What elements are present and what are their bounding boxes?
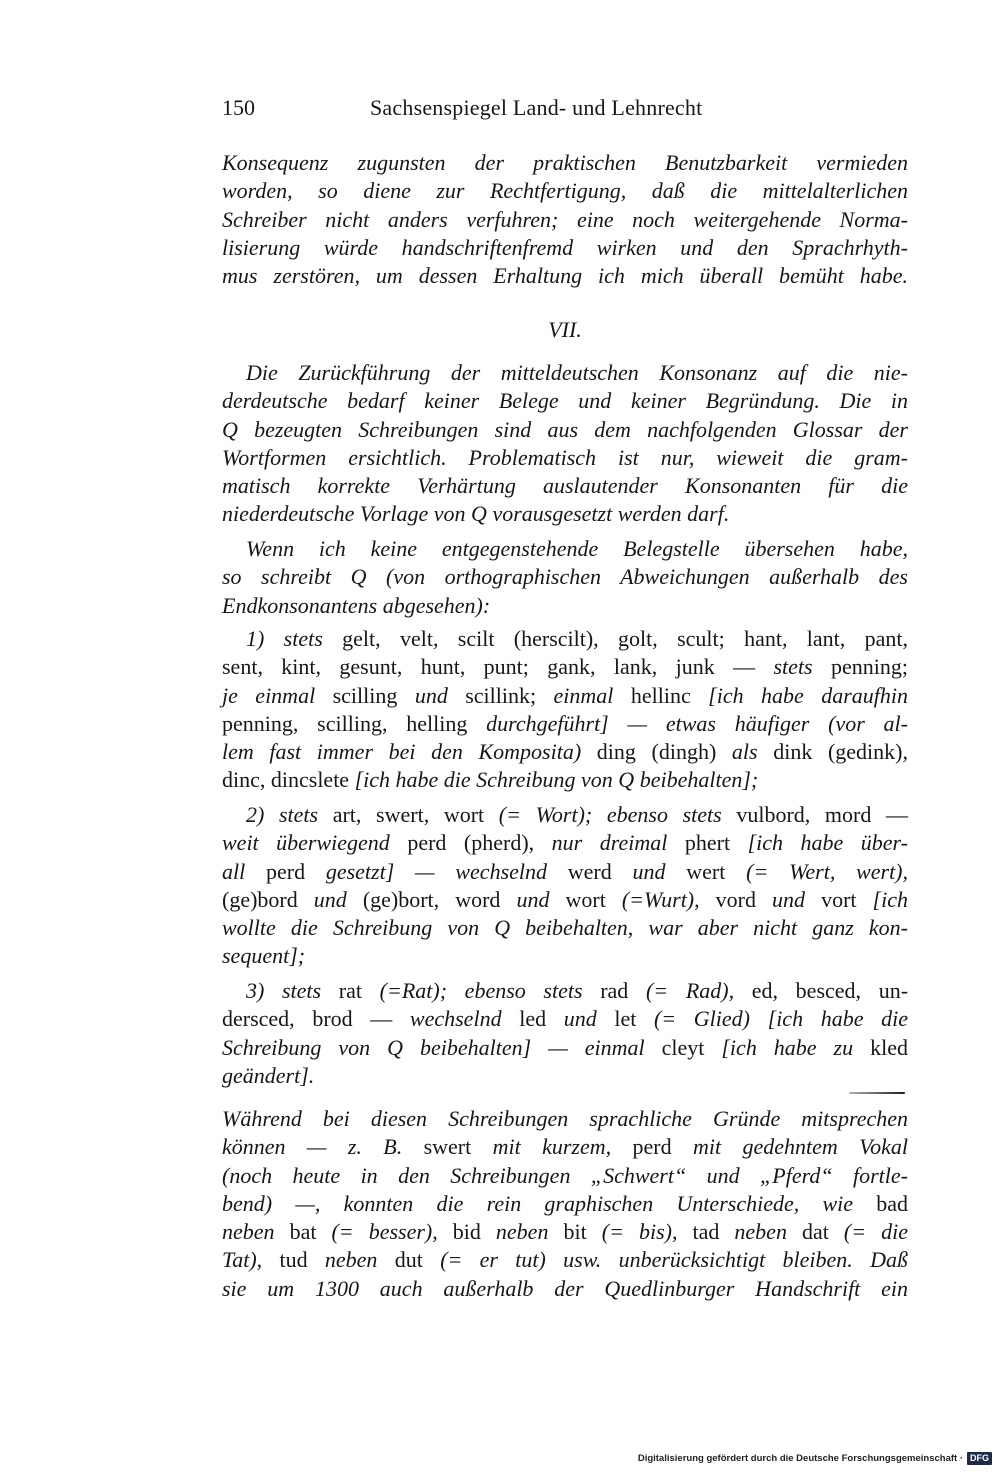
roman-text: bit xyxy=(563,1219,602,1245)
italic-text: und xyxy=(414,682,466,708)
italic-text: (= Rad), xyxy=(645,978,752,1003)
text-line xyxy=(222,886,908,914)
italic-text: (= er tut) usw. unberücksichtigt bleiben. Daß xyxy=(440,1247,908,1273)
dfg-logo: DFG xyxy=(967,1452,992,1465)
roman-text: rat xyxy=(338,978,380,1003)
italic-text: einmal xyxy=(553,682,631,708)
roman-text: kled xyxy=(870,1034,909,1060)
italic-text: 1) stets xyxy=(246,626,343,651)
italic-text: (noch heute in den Schreibungen „Schwert“ und „Pferd“ fortle- xyxy=(222,1162,908,1188)
roman-text: wort xyxy=(565,886,622,912)
italic-text: all xyxy=(222,858,266,884)
text-line xyxy=(222,858,908,886)
roman-text: scillink; xyxy=(465,682,554,708)
italic-text: und xyxy=(772,886,822,912)
roman-text: perd (pherd), xyxy=(407,830,552,856)
italic-text: je einmal xyxy=(222,682,333,708)
paragraph-intro xyxy=(222,359,908,529)
roman-text: vulbord, mord — xyxy=(736,802,908,827)
roman-text: (ge)bort, word xyxy=(362,886,517,912)
roman-text: swert xyxy=(423,1134,493,1160)
italic-text: Endkonsonantens abgesehen): xyxy=(222,592,491,618)
italic-text: matisch korrekte Verhärtung auslautender Konsonanten für die xyxy=(222,473,908,499)
italic-text: als xyxy=(731,739,774,765)
italic-text: (= die xyxy=(843,1219,908,1245)
text-line xyxy=(222,535,908,563)
roman-text: dersced, brod — xyxy=(222,1006,410,1032)
text-line xyxy=(222,977,908,1005)
text-line xyxy=(222,801,908,829)
text-line xyxy=(222,710,908,738)
italic-text: [ich habe zu xyxy=(721,1034,871,1060)
paragraph-continued xyxy=(222,149,908,290)
text-line xyxy=(222,625,908,653)
text-line xyxy=(222,177,908,205)
roman-text: led xyxy=(519,1006,564,1032)
roman-text: penning, scilling, helling xyxy=(222,710,487,736)
section-heading: VII. xyxy=(548,317,582,342)
italic-text: neben xyxy=(734,1219,802,1245)
text-line xyxy=(222,653,908,681)
italic-text: worden, so diene zur Rechtfertigung, daß die mittelalterlichen xyxy=(222,178,908,204)
roman-text: penning; xyxy=(830,654,908,680)
roman-text: perd xyxy=(265,858,326,884)
text-line xyxy=(222,262,908,290)
roman-text: dut xyxy=(394,1247,441,1273)
italic-text: (= Wort); ebenso stets xyxy=(498,802,737,827)
text-line xyxy=(222,914,908,942)
italic-text: (= bis), xyxy=(601,1219,693,1245)
text-line xyxy=(222,1034,908,1062)
list-item-2 xyxy=(222,801,908,971)
italic-text: und xyxy=(516,886,566,912)
italic-text: Konsequenz zugunsten der praktischen Benutzbarkeit vermieden xyxy=(222,150,908,175)
roman-text: perd xyxy=(632,1134,693,1160)
italic-text: durchgeführt] — etwas häufiger (vor al- xyxy=(486,710,908,736)
text-line xyxy=(222,234,908,262)
italic-text: lisierung würde handschriftenfremd wirken und den Sprachrhyth- xyxy=(222,234,908,260)
text-line xyxy=(222,829,908,857)
italic-text: [ich habe daraufhin xyxy=(708,682,908,708)
italic-text: Tat), xyxy=(222,1247,280,1273)
paragraph-following xyxy=(222,1105,908,1303)
italic-text: sequent]; xyxy=(222,943,306,969)
roman-text: let xyxy=(614,1006,654,1032)
text-line xyxy=(222,1162,908,1190)
text-line xyxy=(222,149,908,177)
roman-text: scilling xyxy=(332,682,415,708)
section-rule xyxy=(849,1092,905,1094)
paragraph-list-lead xyxy=(222,535,908,620)
list-item-1 xyxy=(222,625,908,795)
italic-text: Wortformen ersichtlich. Problematisch ist nur, wieweit die gram- xyxy=(222,444,908,470)
roman-text: hellinc xyxy=(630,682,709,708)
page-number: 150 xyxy=(222,95,255,120)
text-line xyxy=(222,682,908,710)
italic-text: so schreibt Q (von orthographischen Abweichungen außerhalb des xyxy=(222,564,908,590)
text-line xyxy=(222,206,908,234)
roman-text: bad xyxy=(876,1190,908,1216)
text-line xyxy=(222,444,908,472)
italic-text: nur dreimal xyxy=(551,830,685,856)
italic-text: stets xyxy=(773,654,831,680)
roman-text: bid xyxy=(452,1219,496,1245)
italic-text: können — z. B. xyxy=(222,1134,424,1160)
italic-text: [ich xyxy=(872,886,908,912)
roman-text: cleyt xyxy=(661,1034,722,1060)
italic-text: (= Glied) [ich habe die xyxy=(653,1006,908,1032)
italic-text: und xyxy=(563,1006,615,1032)
roman-text: vord xyxy=(715,886,773,912)
italic-text: weit überwiegend xyxy=(222,830,408,856)
italic-text: Q bezeugten Schreibungen sind aus dem nachfolgenden Glossar der xyxy=(222,416,908,442)
italic-text: gesetzt] — wechselnd xyxy=(325,858,568,884)
roman-text: gelt, velt, scilt (herscilt), golt, scult; hant, lant, pant, xyxy=(342,626,908,651)
roman-text: tud xyxy=(279,1247,325,1273)
list-item-3 xyxy=(222,977,908,1090)
italic-text: (=Wurt), xyxy=(621,886,716,912)
italic-text: (= besser), xyxy=(331,1219,453,1245)
text-line xyxy=(222,1133,908,1161)
text-line xyxy=(222,738,908,766)
italic-text: Schreiber nicht anders verfuhren; eine noch weitergehende Norma- xyxy=(222,206,908,232)
roman-text: vort xyxy=(821,886,873,912)
italic-text: 3) stets xyxy=(246,978,339,1003)
text-line xyxy=(222,1190,908,1218)
roman-text: werd xyxy=(567,858,633,884)
text-line xyxy=(222,1062,908,1090)
funding-credit: Digitalisierung gefördert durch die Deutsche Forschungsgemeinschaft · xyxy=(637,1452,963,1464)
text-line xyxy=(222,387,908,415)
italic-text: wollte die Schreibung von Q beibehalten, war aber nicht ganz kon- xyxy=(222,915,908,941)
roman-text: sent, kint, gesunt, hunt, punt; gank, lank, junk — xyxy=(222,654,774,680)
italic-text: wechselnd xyxy=(409,1006,520,1032)
italic-text: geändert]. xyxy=(222,1062,315,1088)
roman-text: art, swert, wort xyxy=(332,802,499,827)
italic-text: sie um 1300 auch außerhalb der Quedlinburger Handschrift ein xyxy=(222,1275,908,1301)
roman-text: rad xyxy=(600,978,646,1003)
roman-text: wert xyxy=(686,858,747,884)
text-line xyxy=(222,1005,908,1033)
italic-text: [ich habe über- xyxy=(747,830,909,856)
italic-text: und xyxy=(313,886,363,912)
italic-text: niederdeutsche Vorlage von Q vorausgesetzt werden darf. xyxy=(222,501,730,527)
italic-text: Während bei diesen Schreibungen sprachliche Gründe mitsprechen xyxy=(222,1106,908,1131)
text-line xyxy=(222,563,908,591)
italic-text: neben xyxy=(495,1219,564,1245)
italic-text: mit gedehntem Vokal xyxy=(692,1134,909,1160)
text-line xyxy=(222,1105,908,1133)
italic-text: Wenn ich keine entgegenstehende Belegstelle übersehen habe, xyxy=(246,536,908,561)
text-line xyxy=(222,592,908,620)
italic-text: derdeutsche bedarf keiner Belege und keiner Begründung. Die in xyxy=(222,388,908,414)
italic-text: Schreibung von Q beibehalten] — einmal xyxy=(222,1034,662,1060)
text-line xyxy=(222,416,908,444)
italic-text: und xyxy=(632,858,687,884)
italic-text: (=Rat); ebenso stets xyxy=(379,978,601,1003)
italic-text: (= Wert, wert), xyxy=(746,858,909,884)
roman-text: phert xyxy=(684,830,748,856)
roman-text: ding (dingh) xyxy=(596,739,732,765)
roman-text: (ge)bord xyxy=(222,886,314,912)
roman-text: dat xyxy=(801,1219,844,1245)
italic-text: Die Zurückführung der mitteldeutschen Konsonanz auf die nie- xyxy=(246,360,908,385)
text-line xyxy=(222,1275,908,1303)
roman-text: ed, besced, un- xyxy=(751,978,909,1003)
text-line xyxy=(222,1218,908,1246)
italic-text: bend) —, konnten die rein graphischen Unterschiede, wie xyxy=(222,1190,877,1216)
text-line xyxy=(222,1246,908,1274)
roman-text: dinc, dincslete xyxy=(222,767,355,793)
italic-text: 2) stets xyxy=(246,802,333,827)
italic-text: mit kurzem, xyxy=(492,1134,633,1160)
text-line xyxy=(222,766,908,794)
roman-text: dink (gedink), xyxy=(773,739,908,765)
text-line xyxy=(222,359,908,387)
digitization-footer xyxy=(638,1450,992,1466)
italic-text: mus zerstören, um dessen Erhaltung ich mich überall bemüht habe. xyxy=(222,263,908,289)
text-line xyxy=(222,942,908,970)
italic-text: neben xyxy=(324,1247,395,1273)
text-line xyxy=(222,500,908,528)
italic-text: lem fast immer bei den Komposita) xyxy=(222,739,597,765)
roman-text: tad xyxy=(692,1219,735,1245)
italic-text: neben xyxy=(222,1219,290,1245)
running-title: Sachsenspiegel Land- und Lehnrecht xyxy=(370,95,703,120)
italic-text: [ich habe die Schreibung von Q beibehalten]; xyxy=(354,767,759,793)
text-line xyxy=(222,472,908,500)
roman-text: bat xyxy=(289,1219,332,1245)
